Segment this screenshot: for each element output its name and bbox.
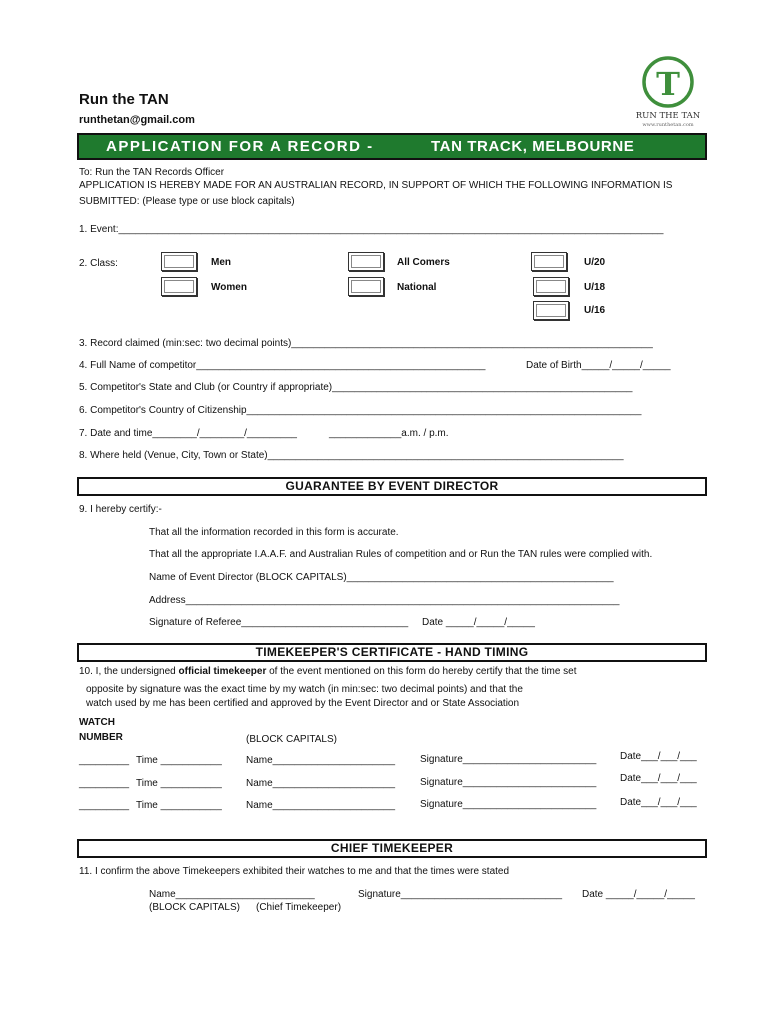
signature-field[interactable]: Signature________________________ — [420, 799, 597, 810]
class-u18-label: U/18 — [584, 282, 606, 293]
watch-label: WATCH — [79, 717, 115, 728]
date-time-field[interactable]: 7. Date and time________/________/_________ — [79, 428, 297, 439]
guarantee-heading: GUARANTEE BY EVENT DIRECTOR — [77, 477, 707, 496]
where-held-field[interactable]: 8. Where held (Venue, City, Town or State)________________________________________________________________ — [79, 450, 624, 461]
timekeeper-heading: TIMEKEEPER'S CERTIFICATE - HAND TIMING — [77, 643, 707, 662]
date-of-birth-field[interactable]: Date of Birth_____/_____/_____ — [526, 360, 671, 371]
guarantee-intro: 9. I hereby certify:- — [79, 504, 162, 515]
timekeeper-line-1: 10. I, the undersigned official timekeeper of the event mentioned on this form do hereby certify that the time set — [79, 666, 577, 677]
class-women-label: Women — [211, 282, 247, 293]
logo-letter: T — [656, 65, 680, 103]
intro-line-2: SUBMITTED: (Please type or use block capitals) — [79, 196, 295, 207]
chief-timekeeper-label: (Chief Timekeeper) — [256, 902, 342, 913]
class-u18-checkbox[interactable] — [533, 277, 569, 296]
class-u20-checkbox[interactable] — [531, 252, 567, 271]
form-title-right: TAN TRACK, MELBOURNE — [431, 138, 635, 155]
date-field[interactable]: Date___/___/___ — [620, 773, 697, 784]
logo-name: RUN THE TAN — [635, 111, 701, 121]
class-women-checkbox[interactable] — [161, 277, 197, 296]
record-claimed-field[interactable]: 3. Record claimed (min:sec: two decimal points)_________________________________________________________________ — [79, 338, 653, 349]
event-field[interactable]: 1. Event:__________________________________________________________________________________________________ — [79, 224, 664, 235]
class-men-checkbox[interactable] — [161, 252, 197, 271]
guarantee-line-2: That all the appropriate I.A.A.F. and Australian Rules of competition and or Run the TAN rules were complied with. — [149, 549, 653, 560]
class-u20-label: U/20 — [584, 257, 606, 268]
chief-name-field[interactable]: Name_________________________ — [149, 889, 315, 900]
timekeeper-line-2: opposite by signature was the exact time by my watch (in min:sec: two decimal points) and that the — [86, 684, 523, 695]
guarantee-line-1: That all the information recorded in this form is accurate. — [149, 527, 399, 538]
form-title-banner — [77, 133, 707, 160]
watch-number-field[interactable]: _________ — [79, 800, 130, 811]
state-club-field[interactable]: 5. Competitor's State and Club (or Country if appropriate)______________________________________________________ — [79, 382, 633, 393]
logo-url: www.runthetan.com — [642, 122, 694, 127]
form-title-left: APPLICATION FOR A RECORD - — [106, 138, 374, 155]
name-field[interactable]: Name______________________ — [246, 778, 396, 789]
timekeeper-line-3: watch used by me has been certified and approved by the Event Director and or State Association — [86, 698, 520, 709]
class-all-comers-checkbox[interactable] — [348, 252, 384, 271]
organization-name: Run the TAN — [79, 91, 169, 108]
class-u16-label: U/16 — [584, 305, 606, 316]
date-field[interactable]: Date___/___/___ — [620, 751, 697, 762]
time-field[interactable]: Time ___________ — [136, 755, 222, 766]
address-field[interactable]: Address______________________________________________________________________________ — [149, 595, 620, 606]
chief-block-capitals-label: (BLOCK CAPITALS) — [149, 902, 240, 913]
block-capitals-label: (BLOCK CAPITALS) — [246, 734, 337, 745]
chief-confirm-line: 11. I confirm the above Timekeepers exhibited their watches to me and that the times were stated — [79, 866, 510, 877]
am-pm-field[interactable]: _____________a.m. / p.m. — [329, 428, 449, 439]
class-label: 2. Class: — [79, 258, 118, 269]
event-director-field[interactable]: Name of Event Director (BLOCK CAPITALS)________________________________________________ — [149, 572, 614, 583]
class-men-label: Men — [211, 257, 231, 268]
full-name-field[interactable]: 4. Full Name of competitor____________________________________________________ — [79, 360, 486, 371]
time-field[interactable]: Time ___________ — [136, 800, 222, 811]
class-u16-checkbox[interactable] — [533, 301, 569, 320]
class-national-checkbox[interactable] — [348, 277, 384, 296]
referee-signature-field[interactable]: Signature of Referee______________________________ — [149, 617, 409, 628]
name-field[interactable]: Name______________________ — [246, 800, 396, 811]
watch-number-field[interactable]: _________ — [79, 755, 130, 766]
signature-field[interactable]: Signature________________________ — [420, 777, 597, 788]
organization-email: runthetan@gmail.com — [79, 114, 195, 126]
country-field[interactable]: 6. Competitor's Country of Citizenship_______________________________________________________________________ — [79, 405, 642, 416]
chief-timekeeper-heading: CHIEF TIMEKEEPER — [77, 839, 707, 858]
class-national-label: National — [397, 282, 437, 293]
date-field[interactable]: Date___/___/___ — [620, 797, 697, 808]
watch-number-field[interactable]: _________ — [79, 778, 130, 789]
name-field[interactable]: Name______________________ — [246, 755, 396, 766]
class-all-comers-label: All Comers — [397, 257, 450, 268]
signature-field[interactable]: Signature________________________ — [420, 754, 597, 765]
intro-line-1: APPLICATION IS HEREBY MADE FOR AN AUSTRALIAN RECORD, IN SUPPORT OF WHICH THE FOLLOWING INFORMATION IS — [79, 180, 673, 191]
run-the-tan-logo — [629, 55, 707, 127]
chief-date-field[interactable]: Date _____/_____/_____ — [582, 889, 695, 900]
intro-to: To: Run the TAN Records Officer — [79, 167, 225, 178]
chief-signature-field[interactable]: Signature_____________________________ — [358, 889, 563, 900]
referee-date-field[interactable]: Date _____/_____/_____ — [422, 617, 535, 628]
time-field[interactable]: Time ___________ — [136, 778, 222, 789]
number-label: NUMBER — [79, 732, 123, 743]
